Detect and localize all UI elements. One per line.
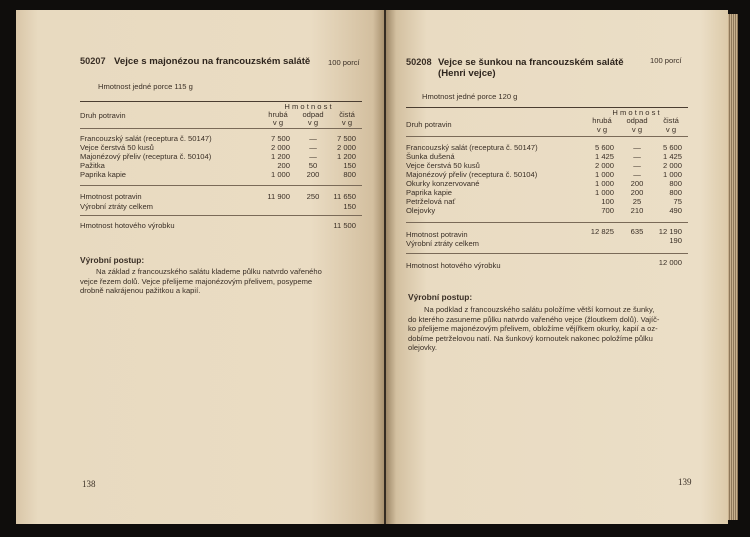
row-gross: 100 [601, 197, 614, 206]
mass-gross: 11 900 [267, 192, 290, 201]
row-waste: 210 [630, 206, 644, 215]
row-net: 800 [343, 170, 356, 179]
final-rule [80, 215, 362, 216]
page-number: 139 [678, 477, 692, 487]
final-net: 12 000 [658, 258, 682, 267]
procedure-line: Na základ z francouzského salátu klademe půlku natvrdo vařeného [96, 267, 322, 276]
row-waste: — [633, 143, 641, 152]
row-name: Vejce čerstvá 50 kusů [80, 143, 154, 152]
row-waste: 200 [630, 188, 644, 197]
row-net: 2 000 [336, 143, 356, 152]
row-net: 1 200 [336, 152, 356, 161]
mass-waste: 635 [630, 227, 644, 236]
row-name: Olejovky [406, 206, 436, 215]
procedure-line: vejce řezem dolů. Vejce přelijeme majonézovým přelivem, posypeme [80, 276, 313, 286]
recipe-title: Vejce s majonézou na francouzském salátě [114, 56, 311, 67]
unit-gross: v g [596, 125, 608, 134]
procedure-title: Výrobní postup: [408, 292, 473, 302]
col-header-item: Druh potravin [406, 120, 452, 129]
row-gross: 200 [277, 161, 290, 170]
row-name: Francouzský salát (receptura č. 50147) [406, 143, 538, 152]
col-header-waste: odpad [626, 116, 648, 125]
final-rule [406, 253, 688, 254]
row-gross: 7 500 [270, 134, 290, 143]
final-label: Hmotnost hotového výrobku [406, 261, 501, 270]
row-name: Majonézový přeliv (receptura č. 50104) [406, 170, 538, 179]
mass-label: Hmotnost potravin [406, 230, 468, 239]
unit-waste: v g [631, 125, 643, 134]
row-waste: — [633, 152, 641, 161]
mass-group-header: H m o t n o s t [612, 108, 660, 117]
procedure-line: drobně nakrájenou pažitkou a kapií. [80, 286, 201, 296]
portion-weight: Hmotnost jedné porce 120 g [422, 92, 518, 101]
col-header-item: Druh potravin [80, 111, 126, 120]
col-header-net: čistá [663, 116, 679, 125]
procedure-line: ko přelijeme majonézovým přelivem, obložíme vějířkem okurky, kapií a oz- [408, 324, 658, 334]
unit-gross: v g [272, 118, 284, 127]
procedure-line: do kterého zasuneme půlku natvrdo vařeného vejce (žloutkem dolů). Vajíč- [408, 314, 660, 324]
procedure-line: olejovky. [408, 343, 437, 353]
loss-net: 190 [669, 236, 682, 245]
row-name: Majonézový přeliv (receptura č. 50104) [80, 152, 212, 161]
row-gross: 1 000 [594, 188, 614, 197]
loss-label: Výrobní ztráty celkem [80, 202, 154, 211]
row-net: 800 [669, 179, 682, 188]
mass-waste: 250 [306, 192, 320, 201]
procedure-line: dobíme petrželovou natí. Na šunkový kornoutek nakonec položíme půlku [408, 333, 653, 343]
row-waste: — [309, 152, 317, 161]
row-gross: 1 200 [270, 152, 290, 161]
row-name: Okurky konzervované [406, 179, 480, 188]
row-net: 490 [669, 206, 682, 215]
row-net: 1 425 [662, 152, 682, 161]
recipe-title-line2: (Henri vejce) [438, 68, 496, 79]
row-gross: 2 000 [594, 161, 614, 170]
unit-net: v g [665, 125, 677, 134]
row-gross: 1 000 [594, 170, 614, 179]
totals-rule [80, 185, 362, 186]
row-gross: 2 000 [270, 143, 290, 152]
row-net: 5 600 [662, 143, 682, 152]
totals-rule [406, 222, 688, 223]
procedure-title: Výrobní postup: [80, 255, 145, 265]
row-name: Vejce čerstvá 50 kusů [406, 161, 480, 170]
row-net: 2 000 [662, 161, 682, 170]
row-waste: — [633, 170, 641, 179]
loss-net: 150 [343, 202, 356, 211]
row-name: Pažitka [80, 161, 105, 170]
row-name: Francouzský salát (receptura č. 50147) [80, 134, 212, 143]
portions: 100 porcí [650, 56, 682, 65]
row-gross: 1 000 [594, 179, 614, 188]
unit-net: v g [341, 118, 353, 127]
procedure-line: Na podklad z francouzského salátu položíme větší kornout ze šunky, [424, 305, 655, 314]
recipe-number: 50208 [406, 57, 432, 67]
portions: 100 porcí [328, 58, 360, 67]
col-header-gross: hrubá [592, 116, 612, 125]
row-name: Šunka dušená [406, 152, 455, 161]
left-page [16, 10, 384, 524]
row-gross: 1 425 [594, 152, 614, 161]
row-waste: 50 [308, 161, 318, 170]
row-gross: 1 000 [270, 170, 290, 179]
row-waste: 200 [630, 179, 644, 188]
page-edges [728, 14, 738, 520]
row-net: 1 000 [662, 170, 682, 179]
portion-weight: Hmotnost jedné porce 115 g [98, 82, 193, 91]
mass-group-header: H m o t n o s t [284, 102, 332, 111]
row-waste: 200 [306, 170, 320, 179]
row-net: 75 [673, 197, 682, 206]
row-gross: 5 600 [594, 143, 614, 152]
final-label: Hmotnost hotového výrobku [80, 221, 175, 230]
recipe-title-line1: Vejce se šunkou na francouzském salátě [438, 57, 624, 68]
loss-label: Výrobní ztráty celkem [406, 239, 480, 248]
row-gross: 700 [601, 206, 614, 215]
unit-waste: v g [307, 118, 319, 127]
row-net: 7 500 [336, 134, 356, 143]
row-net: 150 [343, 161, 356, 170]
header-rule [406, 136, 688, 137]
col-header-gross: hrubá [268, 110, 288, 119]
right-page [386, 10, 728, 524]
mass-gross: 12 825 [590, 227, 614, 236]
row-waste: — [633, 161, 641, 170]
row-name: Paprika kapie [80, 170, 127, 179]
mass-net: 12 190 [658, 227, 682, 236]
col-header-net: čistá [339, 110, 355, 119]
header-rule [80, 128, 362, 129]
row-name: Petrželová nať [406, 197, 456, 206]
mass-label: Hmotnost potravin [80, 192, 142, 201]
page-number: 138 [82, 479, 96, 489]
row-waste: — [309, 143, 317, 152]
col-header-waste: odpad [302, 110, 324, 119]
recipe-number: 50207 [80, 56, 106, 66]
mass-net: 11 650 [333, 192, 356, 201]
procedure-text [408, 305, 690, 353]
procedure-text [80, 267, 362, 296]
row-waste: 25 [632, 197, 642, 206]
row-name: Paprika kapie [406, 188, 453, 197]
final-net: 11 500 [333, 221, 356, 230]
row-net: 800 [669, 188, 682, 197]
row-waste: — [309, 134, 317, 143]
